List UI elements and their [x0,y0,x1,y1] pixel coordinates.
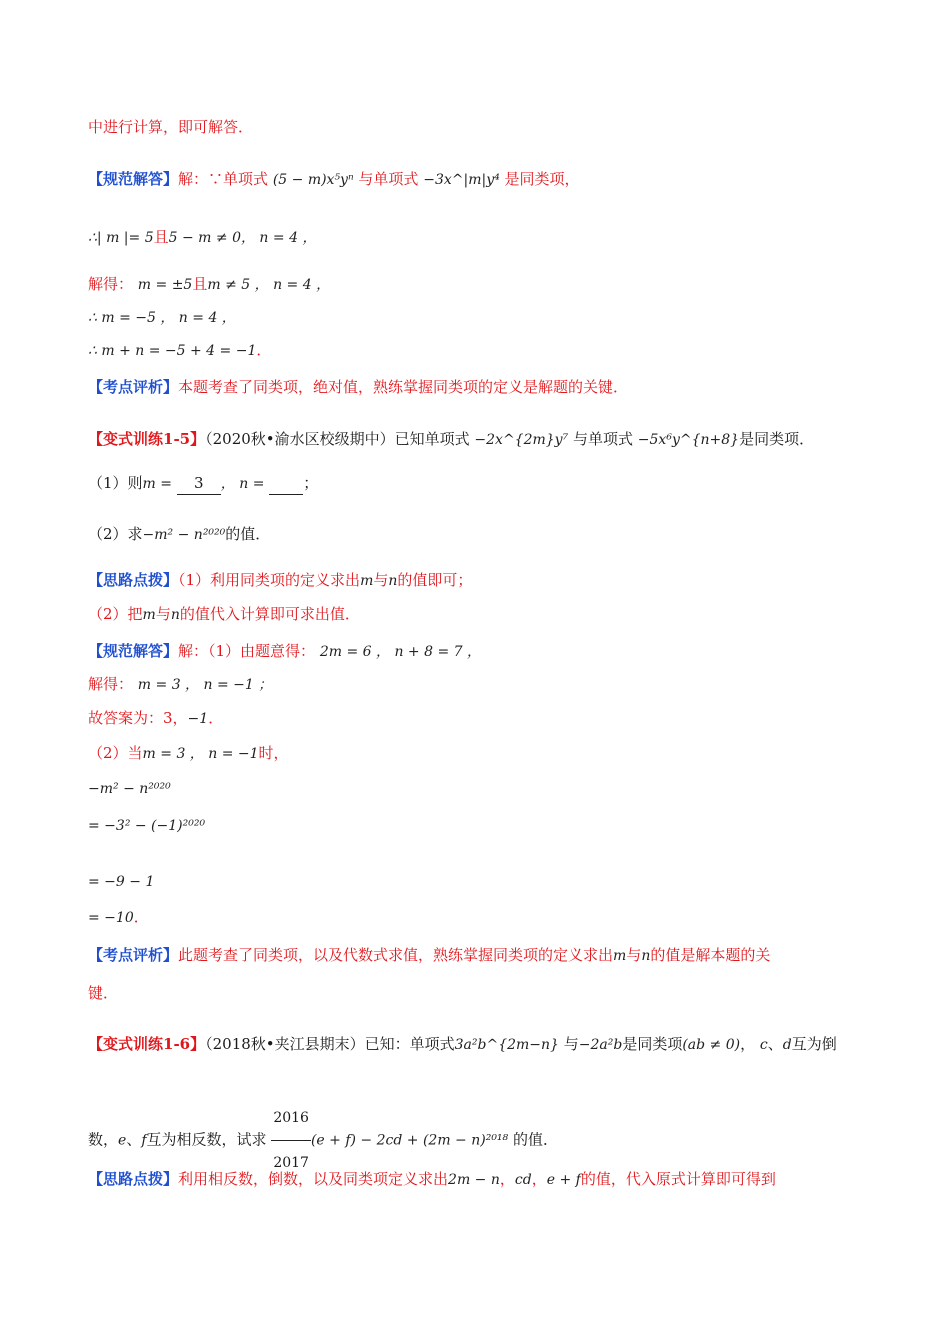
math-expression: n [170,607,180,623]
math-expression: −2x^{2m}y⁷ [474,432,569,448]
math-expression: 5 − m ≠ 0 [168,230,241,246]
text: 的值即可； [397,571,473,589]
text: 解得： [88,675,134,693]
text: 与单项式 [358,170,419,188]
math-expression: (5 − m)x⁵yⁿ [272,172,354,188]
text: 利用相反数，倒数，以及同类项定义求出 [178,1170,449,1188]
text: 的值是解本题的关 [650,946,771,964]
math-expression: = −10 [88,910,134,926]
text: （1）则 [88,474,143,492]
math-line [88,273,330,296]
math-expression: e [118,1132,127,1149]
math-expression: cd [514,1172,532,1188]
text: 本题考查了同类项，绝对值，熟练掌握同类项的定义是解题的关键． [178,378,629,396]
analysis-line [88,944,770,967]
exercise-line [88,1033,837,1056]
text: 且 [153,228,169,246]
solution-line [88,168,580,191]
math-expression: −1 [187,711,209,727]
math-expression: (e + f) − 2cd + (2m − n)²⁰¹⁸ [310,1132,509,1149]
math-expression: −3x^|m|y⁴ [423,172,500,188]
text: （2）求 [88,525,143,543]
math-line [88,777,171,800]
text: ； [303,474,319,492]
math-line [88,673,272,696]
math-line [88,226,316,249]
text: （1）利用同类项的定义求出 [178,571,361,589]
math-expression: m [613,948,627,964]
exercise-line [88,428,814,451]
text: 与 [373,571,389,589]
math-line [88,870,154,893]
text: 键． [88,984,119,1002]
math-line [88,306,236,329]
math-expression: n [641,948,651,964]
math-expression: −m² − n²⁰²⁰ [88,781,171,797]
math-expression: n [388,573,398,589]
text: 故答案为：3， [88,709,188,727]
math-line [88,814,205,837]
section-tag: 【规范解答】 [88,642,179,660]
text: 是同类项， [504,170,580,188]
text: 的值代入计算即可求出值． [179,605,360,623]
math-expression: (ab ≠ 0) [682,1037,741,1053]
text: 与 [155,605,171,623]
text: ， [499,1170,515,1188]
math-line [88,742,289,765]
section-tag: 【规范解答】 [88,170,179,188]
fraction-denominator: 2017 [273,1155,309,1171]
exercise-tag: 【变式训练1-6】 [88,1035,206,1053]
text: 的值． [225,525,271,543]
math-expression: 2m = 6 ， n + 8 = 7 ， [319,644,482,660]
math-expression: e + f [546,1172,581,1188]
section-tag: 【考点评析】 [88,378,179,396]
text: 解：（1）由题意得： [178,642,316,660]
text: （2）把 [88,605,143,623]
math-expression: ∴ m = −5 ， n = 4 ， [88,310,236,326]
math-expression: c [759,1037,768,1053]
section-tag: 【思路点拨】 [88,1170,179,1188]
text: （2020秋•渝水区校级期中）已知单项式 [205,430,470,448]
text: 的值，代入原式计算即可得到 [580,1170,776,1188]
text: ． [256,341,272,359]
text: ． [208,709,224,727]
answer-blank [269,472,303,495]
text-line [88,116,253,138]
math-expression: m = [142,476,173,492]
math-expression: −2a²b [578,1037,623,1053]
text: ． [133,908,149,926]
question-line [88,472,318,495]
text: 且 [192,275,208,293]
text: 时， [258,744,289,762]
math-line [88,906,149,929]
text: 互为倒 [791,1035,837,1053]
math-expression: d [782,1037,792,1053]
math-expression: ， n = [220,476,265,492]
question-line [88,523,270,546]
math-expression: m = ±5 [137,277,193,293]
section-tag: 【考点评析】 [88,946,179,964]
text: 、 [126,1130,142,1149]
text: 中进行计算，即可解答． [88,118,254,136]
analysis-line [88,376,628,398]
math-expression: m = 3 ， n = −1 [142,746,259,762]
math-expression: −m² − n²⁰²⁰ [142,527,226,543]
section-tag: 【思路点拨】 [88,571,179,589]
text: 是同类项． [739,430,815,448]
answer-blank: 3 [177,472,221,495]
math-expression: = −9 − 1 [88,874,155,890]
math-expression: 3a²b^{2m−n} [454,1037,559,1053]
math-expression: −5x⁶y^{n+8} [637,432,740,448]
text: ， [531,1170,547,1188]
math-expression: 2m − n [448,1172,500,1188]
math-expression: m [360,573,374,589]
text: 此题考查了同类项，以及代数式求值，熟练掌握同类项的定义求出 [178,946,614,964]
text: 的值． [512,1130,558,1149]
math-expression: = −3² − (−1)²⁰²⁰ [88,818,206,834]
math-expression: m ≠ 5 ， n = 4 ， [207,277,331,293]
text: （2）当 [88,744,143,762]
text: 解得： [88,275,134,293]
text: 是同类项 [622,1035,683,1053]
text: 与 [563,1035,579,1053]
text: （2018秋•夹江县期末）已知：单项式 [205,1035,455,1053]
text: 解：∵单项式 [178,170,269,188]
math-expression: m [142,607,156,623]
math-line [88,339,271,362]
math-expression: m = 3 ， n = −1 ； [137,677,273,693]
math-expression: ∴| m |= 5 [88,230,154,246]
math-expression: f [141,1132,147,1149]
hint-line [88,569,472,592]
text: ， [740,1035,756,1053]
text: 数， [88,1130,119,1149]
text: 互为相反数，试求 [146,1130,267,1149]
exercise-tag: 【变式训练1-5】 [88,430,206,448]
text: 与 [626,946,642,964]
text: 与单项式 [573,430,634,448]
fraction-numerator: 2016 [271,1096,311,1141]
math-line [88,707,223,730]
analysis-line [88,982,118,1004]
text: 、 [767,1035,783,1053]
solution-line [88,640,481,663]
hint-line [88,603,360,626]
hint-line [88,1168,776,1191]
math-expression: ， n = 4 ， [240,230,317,246]
math-expression: ∴ m + n = −5 + 4 = −1 [88,343,257,359]
